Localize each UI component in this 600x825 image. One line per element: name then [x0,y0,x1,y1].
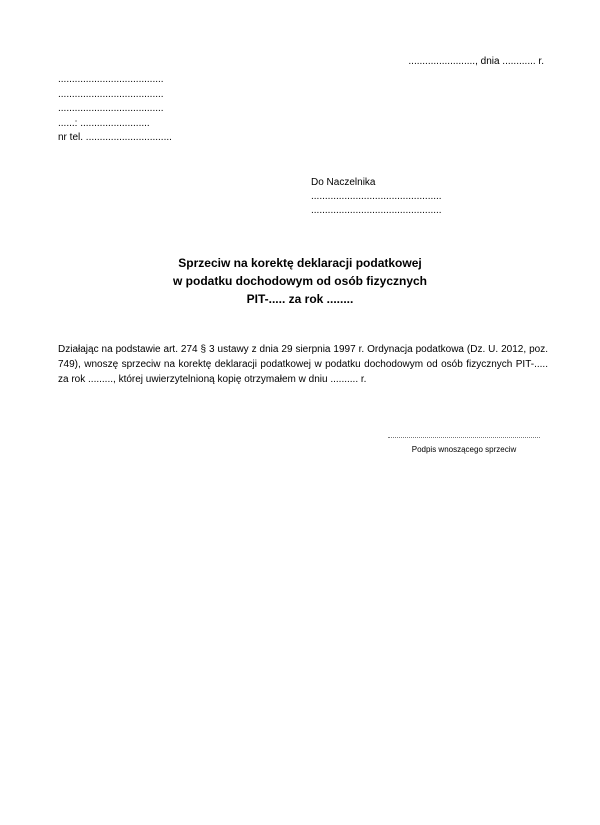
sender-address-line-1: ...................................... [58,88,164,100]
recipient-block [311,176,442,218]
sender-address-line-2: ...................................... [58,103,164,114]
signature-line [388,437,540,438]
recipient-address-line: ............................................... [311,205,442,216]
sender-phone-line: nr tel. ............................... [58,132,172,143]
title-line-2: w podatku dochodowym od osób fizycznych [172,274,427,288]
body-paragraph: Działając na podstawie art. 274 § 3 ustawy z dnia 29 sierpnia 1997 r. Ordynacja podatkowa (Dz. U. 2012, poz. 749), wnoszę sprzeciw na korektę deklaracji podatkowej w podatku dochodowym od osób fizycznych PIT-..... za rok ........., której uwierzytelnioną kopię otrzymałem w dniu .......... r. [58,344,548,385]
sender-id-line: ......: ......................... [58,117,150,129]
recipient-office-line: ............................................... [311,191,442,202]
sender-name-line: ...................................... [58,74,164,85]
signature-label: Podpis wnoszącego sprzeciw [411,445,517,454]
signature-block [388,437,540,454]
title-line-1: Sprzeciw na korektę deklaracji podatkowej [178,256,422,270]
recipient-heading: Do Naczelnika [311,177,376,188]
sender-block [58,73,172,146]
place-date-line: ........................, dnia ............ r. [408,56,544,67]
title-line-3: PIT-..... za rok ........ [246,292,354,306]
document-title [0,254,600,308]
